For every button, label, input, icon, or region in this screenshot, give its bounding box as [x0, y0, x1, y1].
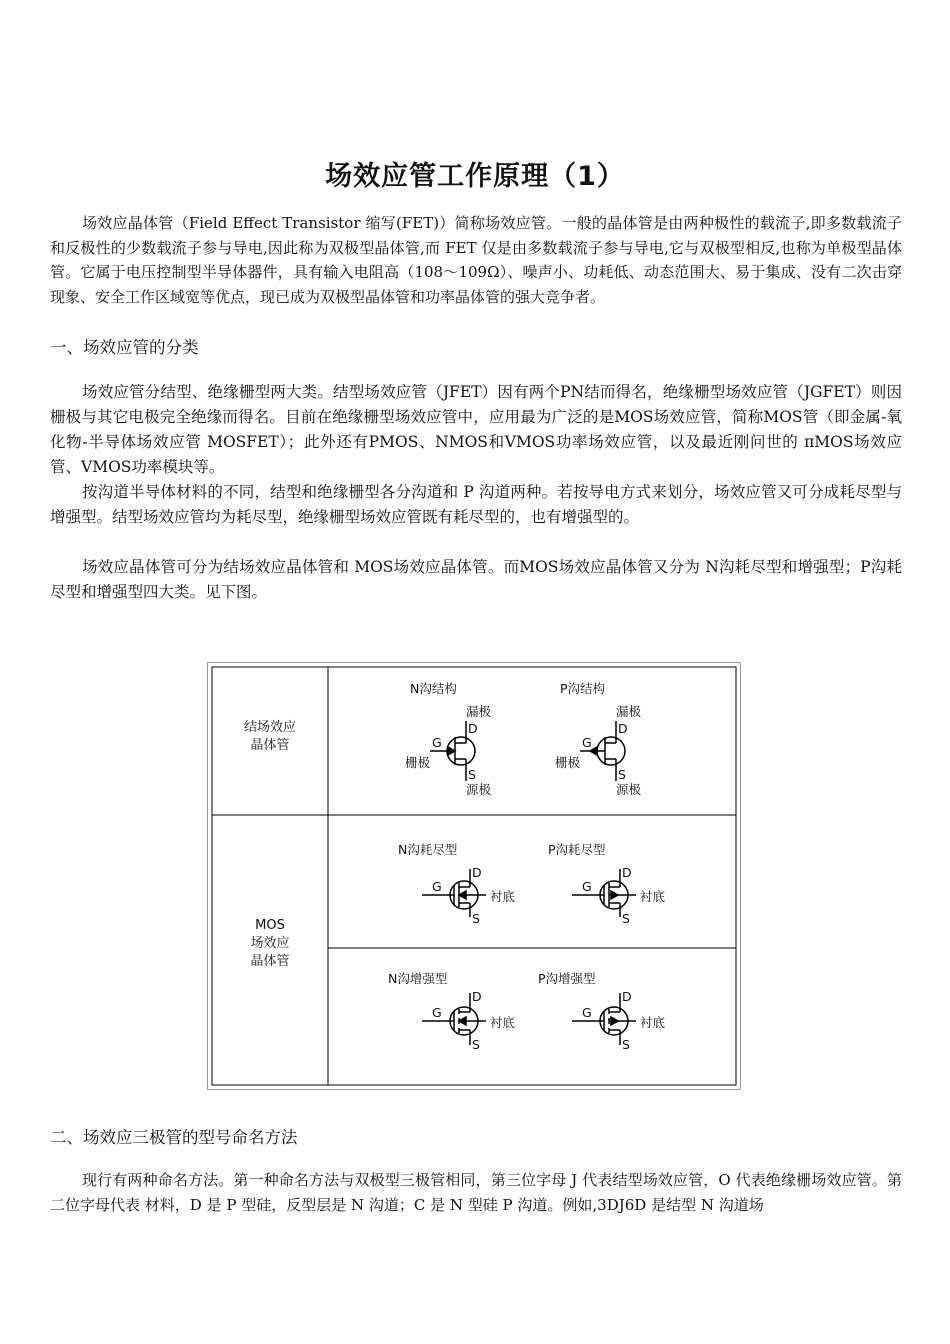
jfet-n-drain-label: 漏极 [466, 704, 492, 719]
jfet-p-pin-d: D [618, 721, 628, 736]
jfet-p-pin-s: S [618, 767, 626, 782]
jfet-p-source-label: 源极 [616, 782, 642, 797]
enhancement-p-pin-d: D [622, 989, 632, 1004]
jfet-n-pin-g: G [432, 735, 442, 750]
row-label-mos-line2: 场效应 [250, 936, 290, 951]
depletion-p-pin-d: D [622, 865, 632, 880]
enhancement-p-title: P沟增强型 [538, 971, 596, 986]
depletion-p-title: P沟耗尽型 [548, 842, 606, 857]
row-label-jfet [212, 719, 328, 755]
row-label-mos-line3: 晶体管 [250, 954, 290, 969]
depletion-n-title: N沟耗尽型 [398, 842, 458, 857]
enhancement-n-pin-g: G [432, 1005, 442, 1020]
classification-paragraph-1: 场效应管分结型、绝缘栅型两大类。结型场效应管（JFET）因有两个PN结而得名，绝缘栅型场效应管（JGFET）则因栅极与其它电极完全绝缘而得名。目前在绝缘栅型场效应管中，应用最为广泛的是MOS场效应管，简称MOS管（即金属-氧化物-半导体场效应管 MOSFET）；此外还有PMOS、NMOS和VMOS功率场效应管，以及最近刚问世的 πMOS场效应管、VMOS功率模块等。 [50, 383, 902, 476]
depletion-n-pin-s: S [472, 911, 480, 926]
enhancement-n-pin-s: S [472, 1037, 480, 1052]
jfet-n-pin-s: S [468, 767, 476, 782]
jfet-p-drain-label: 漏极 [616, 704, 642, 719]
jfet-n-title: N沟结构 [410, 681, 457, 696]
jfet-n-source-label: 源极 [466, 782, 492, 797]
row-label-jfet-line2: 晶体管 [250, 738, 290, 753]
fet-classification-figure [207, 662, 741, 1090]
depletion-p-pin-s: S [622, 911, 630, 926]
jfet-n-gate-label: 栅极 [405, 755, 431, 770]
row-label-jfet-line1: 结场效应 [243, 720, 296, 735]
depletion-n-substrate-label: 衬底 [490, 889, 516, 904]
depletion-n-pin-g: G [432, 879, 442, 894]
depletion-p-pin-g: G [582, 879, 592, 894]
intro-paragraph: 场效应晶体管（Field Effect Transistor 缩写(FET)）简称场效应管。一般的晶体管是由两种极性的载流子,即多数载流子和反极性的少数载流子参与导电,因此称为双极型晶体管,而 FET 仅是由多数载流子参与导电,它与双极型相反,也称为单极型晶体管。它属于电压控制型半导体器件，具有输入电阻高（108～109Ω）、噪声小、功耗低、动态范围大、易于集成、没有二次击穿现象、安全工作区域宽等优点，现已成为双极型晶体管和功率晶体管的强大竞争者。 [50, 214, 902, 306]
enhancement-p-pin-s: S [622, 1037, 630, 1052]
enhancement-n-title: N沟增强型 [388, 971, 448, 986]
section-heading-naming: 二、场效应三极管的型号命名方法 [50, 1128, 298, 1147]
classification-paragraph-2: 按沟道半导体材料的不同，结型和绝缘栅型各分沟道和 P 沟道两种。若按导电方式来划分，场效应管又可分成耗尽型与增强型。结型场效应管均为耗尽型，绝缘栅型场效应管既有耗尽型的，也有增强型的。 [50, 483, 902, 526]
row-label-mos-line1: MOS [255, 918, 285, 933]
section-heading-classification: 一、场效应管的分类 [50, 338, 199, 357]
enhancement-p-substrate-label: 衬底 [640, 1015, 666, 1030]
jfet-p-title: P沟结构 [560, 681, 606, 696]
classification-paragraph-3: 场效应晶体管可分为结场效应晶体管和 MOS场效应晶体管。而MOS场效应晶体管又分为 N沟耗尽型和增强型；P沟耗尽型和增强型四大类。见下图。 [50, 558, 902, 601]
naming-paragraph-1: 现行有两种命名方法。第一种命名方法与双极型三极管相同，第三位字母 J 代表结型场效应管，O 代表绝缘栅场效应管。第二位字母代表 材料，D 是 P 型硅，反型层是 N 沟道；C 是 N 型硅 P 沟道。例如,3DJ6D 是结型 N 沟道场 [50, 1171, 902, 1214]
depletion-n-pin-d: D [472, 865, 482, 880]
enhancement-p-pin-g: G [582, 1005, 592, 1020]
enhancement-n-substrate-label: 衬底 [490, 1015, 516, 1030]
jfet-p-pin-g: G [582, 735, 592, 750]
enhancement-n-pin-d: D [472, 989, 482, 1004]
jfet-p-gate-label: 栅极 [555, 755, 581, 770]
page-title: 场效应管工作原理（1） [325, 161, 625, 192]
jfet-n-pin-d: D [468, 721, 478, 736]
row-label-mos [212, 917, 328, 971]
depletion-p-substrate-label: 衬底 [640, 889, 666, 904]
